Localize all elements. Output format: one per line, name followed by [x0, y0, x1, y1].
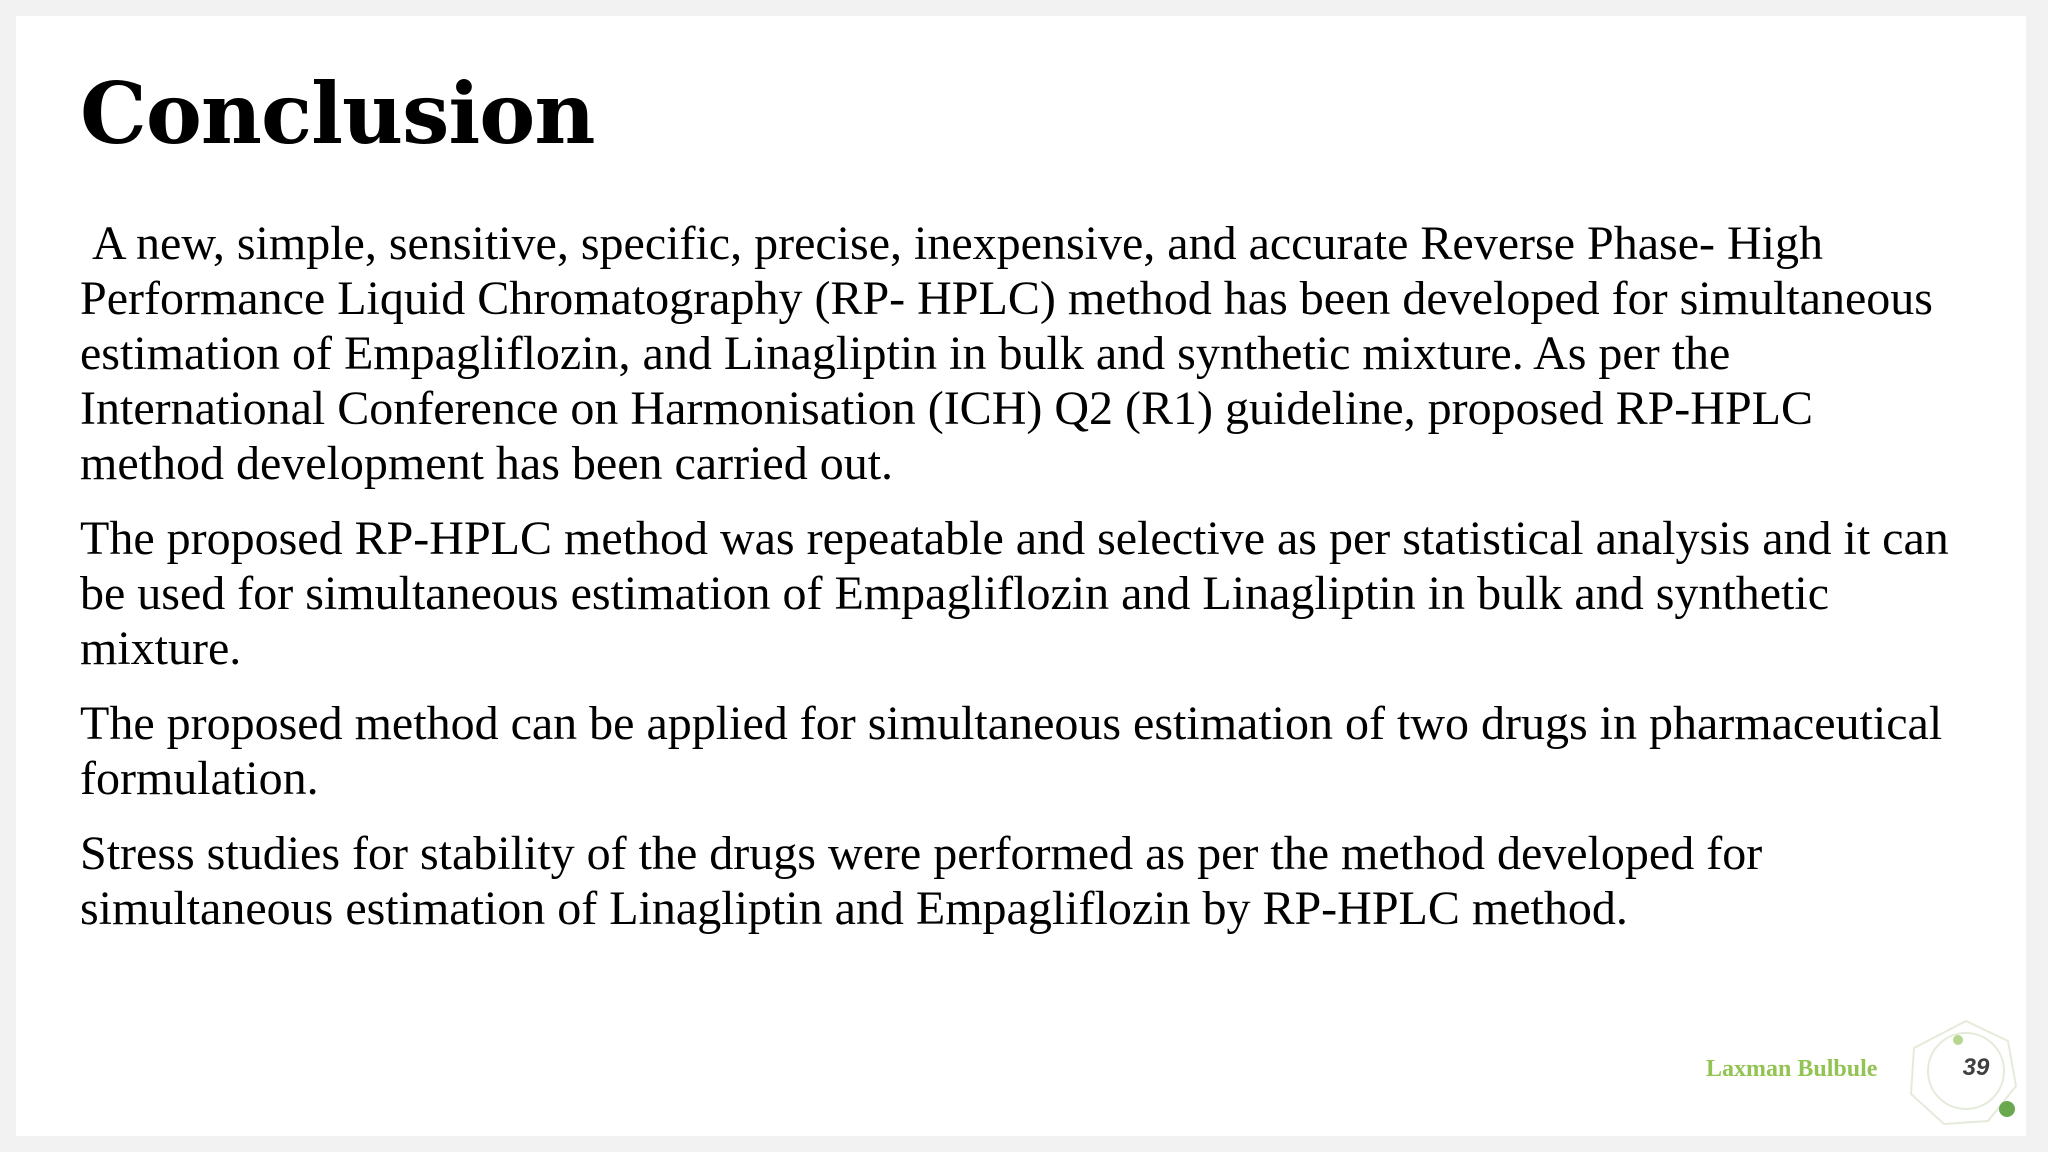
paragraph-1: A new, simple, sensitive, specific, precise, inexpensive, and accurate Reverse Phase- High Performance Liquid Chromatography (RP- HPLC) method has been developed for simultaneous estimation of Empagliflozin, and Linagliptin in bulk and synthetic mixture. As per the International Conference on Harmonisation (ICH) Q2 (R1) guideline, proposed RP-HPLC method development has been carried out.	[80, 217, 1945, 490]
slide	[16, 16, 2026, 1136]
slide-body	[80, 216, 1960, 956]
slide-title: Conclusion	[80, 64, 595, 163]
paragraph-4: Stress studies for stability of the drugs were performed as per the method developed for simultaneous estimation of Linagliptin and Empagliflozin by RP-HPLC method.	[80, 827, 1775, 935]
page-number: 39	[1962, 1054, 1990, 1081]
paragraph-2: The proposed RP-HPLC method was repeatable and selective as per statistical analysis and it can be used for simultaneous estimation of Empagliflozin and Linagliptin in bulk and synthetic mixture.	[80, 512, 1961, 675]
paragraph-3: The proposed method can be applied for simultaneous estimation of two drugs in pharmaceutical formulation.	[80, 697, 1955, 805]
footer-author: Laxman Bulbule	[1706, 1056, 1878, 1082]
